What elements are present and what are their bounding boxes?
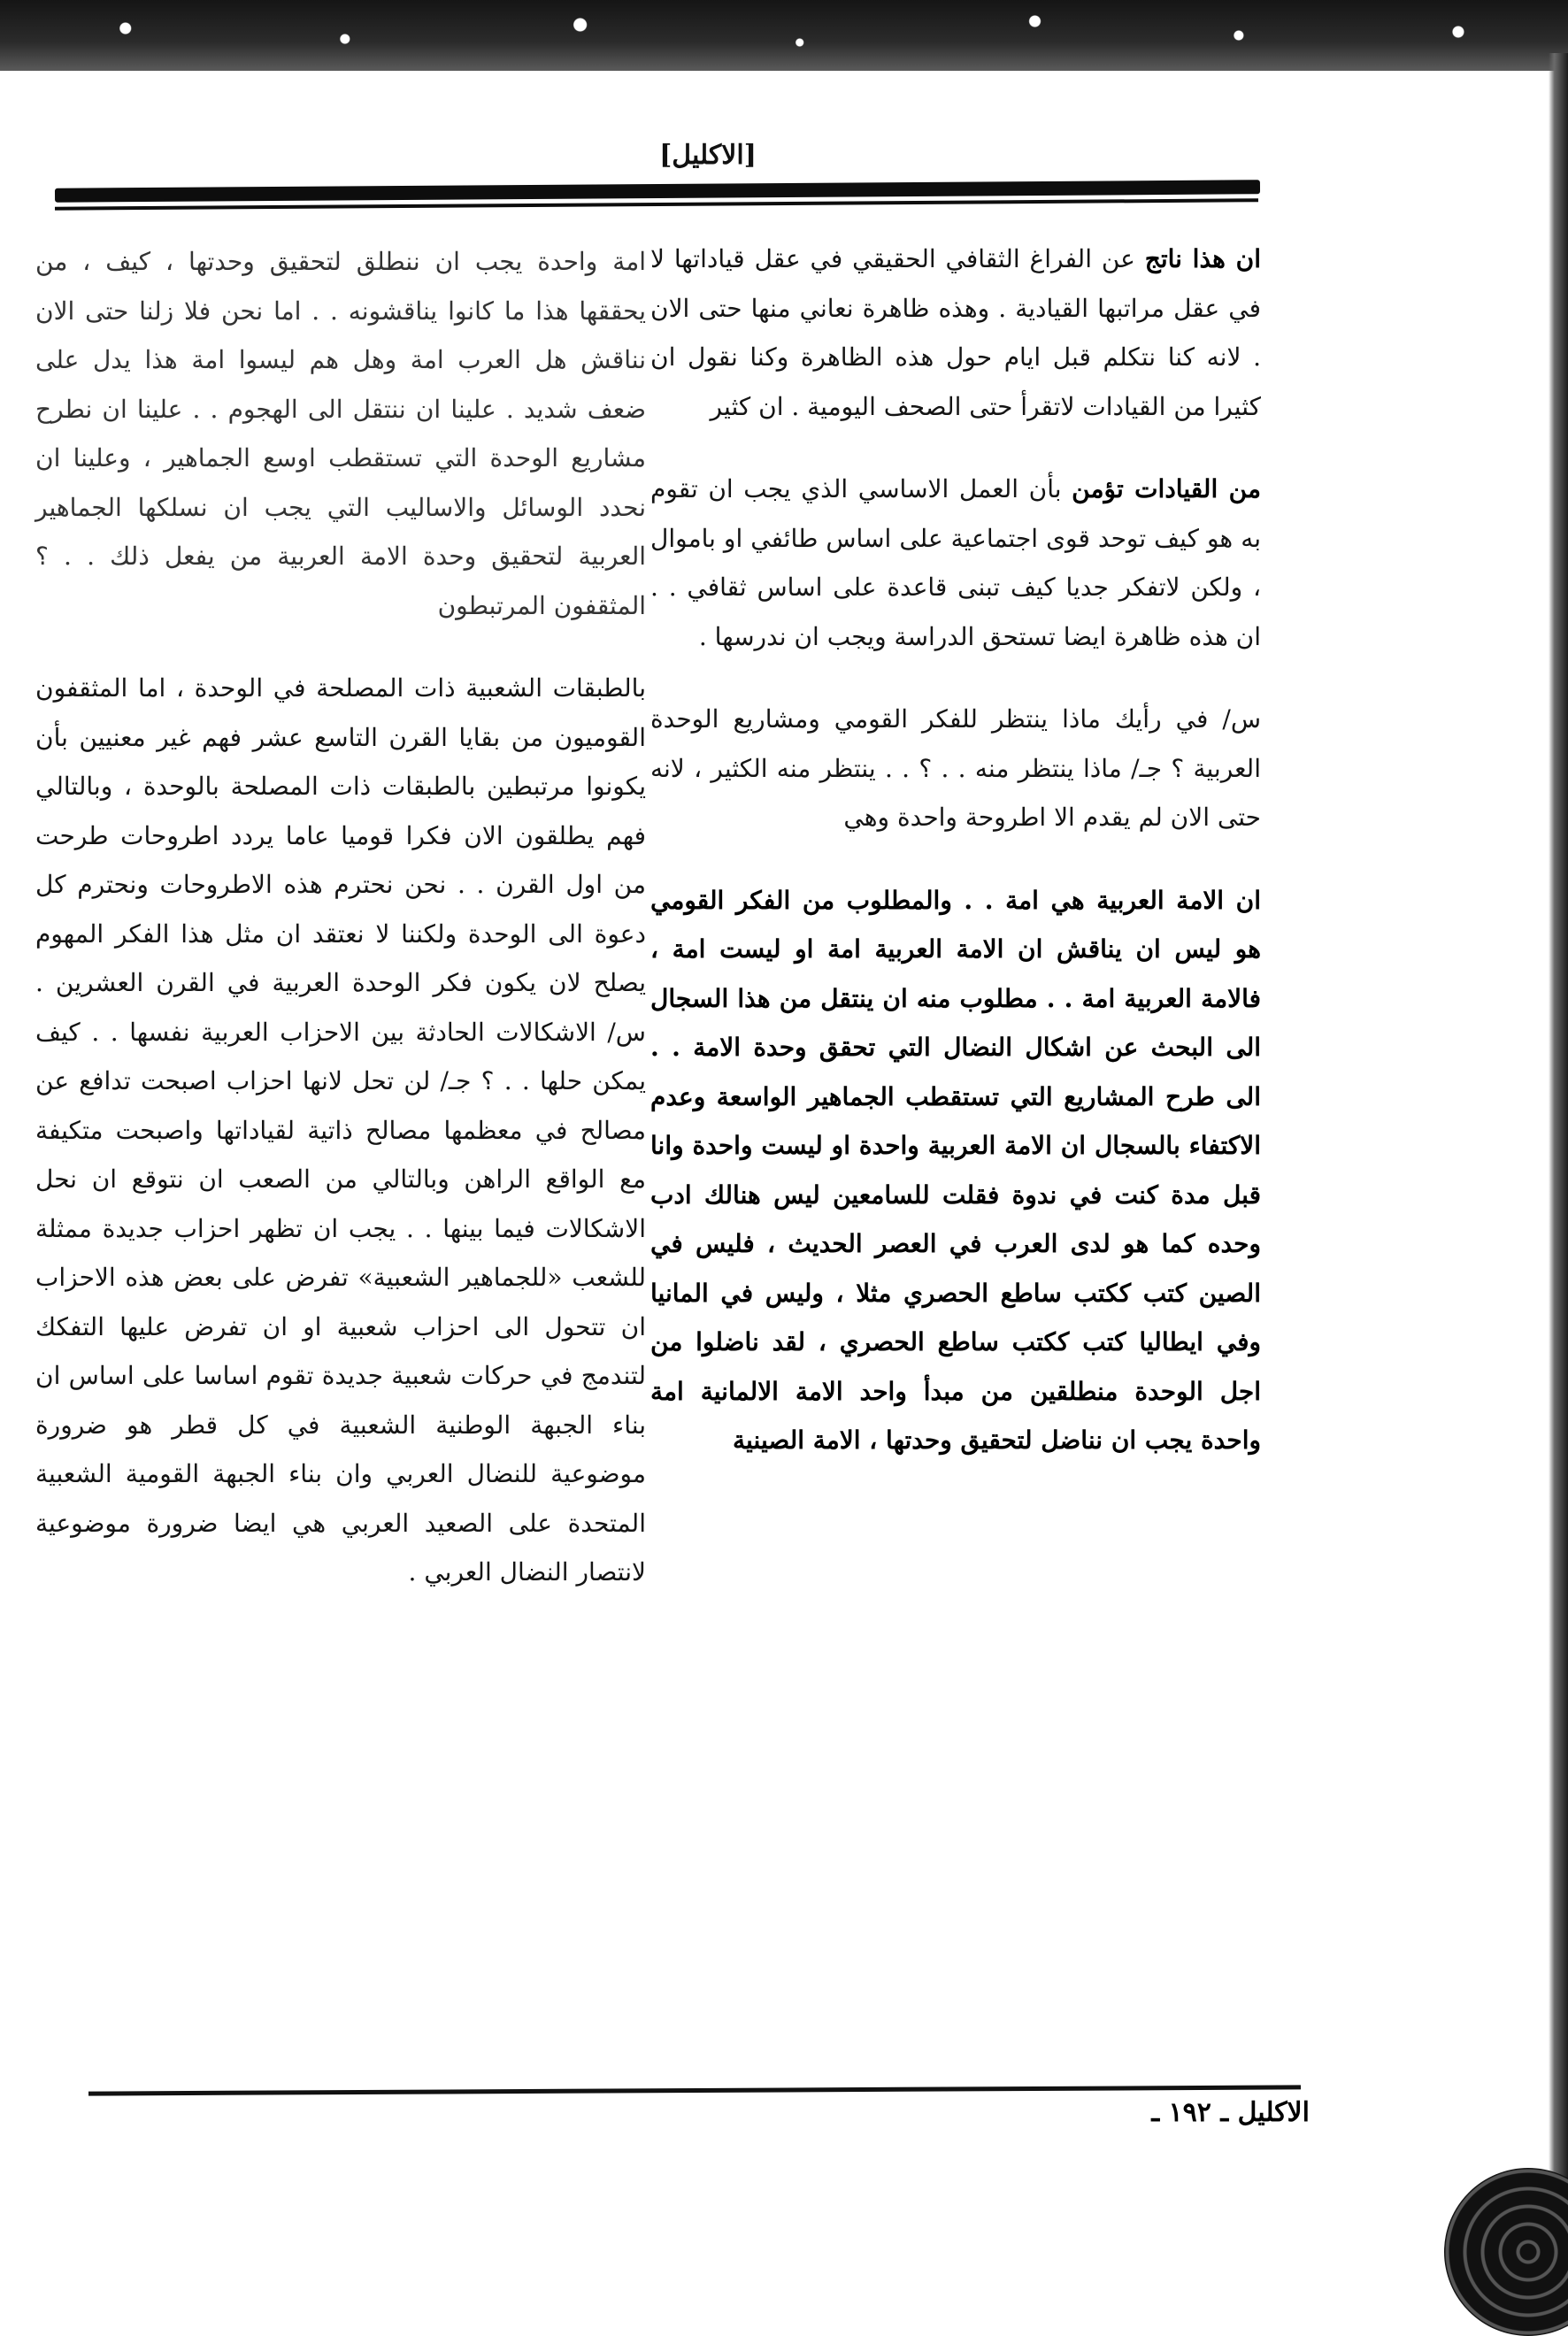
paragraph-text: ان الامة العربية هي امة . . والمطلوب من الفكر القومي هو ليس ان يناقش ان الامة العربية امة او ليست امة ، فالامة العربية امة . . مطلوب منه ان ينتقل من هذا السجال الى البحث عن اشكال النضال التي تحقق وحدة الامة . . الى طرح المشاريع التي تستقطب الجماهير الواسعة وعدم الاكتفاء بالسجال ان الامة العربية واحدة او ليست واحدة وانا قبل مدة كنت في ندوة فقلت للسامعين ليس هنالك ادب وحده كما هو لدى العرب في العصر الحديث ، فليس في الصين كتب ككتب ساطع الحصري مثلا ، وليس في المانيا وفي ايطاليا كتب ككتب ساطع الحصري ، لقد ناضلوا من اجل الوحدة منطلقين من مبدأ واحد الامة الالمانية امة واحدة يجب ان نناضل لتحقيق وحدتها ، الامة الصينية — [650, 885, 1261, 1455]
paragraph-text: عن الفراغ الثقافي الحقيقي في عقل قياداتها لا في عقل مراتبها القيادية . وهذه ظاهرة نعاني منها حتى الان . لانه كنا نتكلم قبل ايام حول هذه الظاهرة وكنا نقول ان كثيرا من القيادات لاتقرأ حتى الصحف اليومية . ان كثير — [650, 244, 1261, 421]
paragraph — [35, 237, 646, 630]
page-header-title: [الاكليل] — [659, 140, 757, 171]
paragraph-text: امة واحدة يجب ان ننطلق لتحقيق وحدتها ، كيف ، من يحققها هذا ما كانوا يناقشونه . . اما نحن فلا زلنا حتى الان نناقش هل العرب امة وهل هم ليسوا امة هذا يدل على ضعف شديد . علينا ان ننتقل الى الهجوم . . علينا ان نطرح مشاريع الوحدة التي تستقطب اوسع الجماهير ، وعلينا ان نحدد الوسائل والاساليب التي يجب ان نسلكها الجماهير العربية لتحقيق وحدة الامة العربية من يفعل ذلك . . ؟ المثقفون المرتبطون — [35, 247, 646, 620]
footer-rule — [88, 2085, 1301, 2095]
right-column — [650, 234, 1261, 1499]
scan-edge-right — [1549, 53, 1568, 2301]
paragraph-lead: ان هذا ناتج — [1144, 244, 1261, 273]
paragraph-text: بأن العمل الاساسي الذي يجب ان تقوم به هو كيف توحد قوى اجتماعية على اساس طائفي او باموال ، ولكن لاتفكر جديا كيف تبنى قاعدة على اساس ثقافي . . ان هذه ظاهرة ايضا تستحق الدراسة ويجب ان ندرسها . — [650, 474, 1261, 651]
paragraph — [35, 664, 646, 1597]
page-footer: الاكليل ـ ١٩٢ ـ — [1151, 2097, 1310, 2128]
paragraph — [650, 465, 1261, 661]
paragraph-text: بالطبقات الشعبية ذات المصلحة في الوحدة ، اما المثقفون القوميون من بقايا القرن التاسع عشر فهم غير معنيين بأن يكونوا مرتبطين بالطبقات ذات المصلحة بالوحدة ، وبالتالي فهم يطلقون الان فكرا قوميا عاما يردد اطروحات طرحت من اول القرن . . نحن نحترم هذه الاطروحات ونحترم كل دعوة الى الوحدة ولكننا لا نعتقد ان مثل هذا الفكر المهوم يصلح لان يكون فكر الوحدة العربية في القرن العشرين . س/ الاشكالات الحادثة بين الاحزاب العربية نفسها . . كيف يمكن حلها . . ؟ جـ/ لن تحل لانها احزاب اصبحت تدافع عن مصالح في معظمها مصالح ذاتية لقياداتها واصبحت متكيفة مع الواقع الراهن وبالتالي من الصعب ان نتوقع ان نحل الاشكالات فيما بينها . . يجب ان تظهر احزاب جديدة ممثلة للشعب «للجماهير الشعبية» تفرض على بعض هذه الاحزاب ان تتحول الى احزاب شعبية او ان تفرض عليها التفكك لتندمج في حركات شعبية جديدة تقوم اساسا على اساس ان بناء الجبهة الوطنية الشعبية في كل قطر هو ضرورة موضوعية للنضال العربي وان بناء الجبهة القومية الشعبية المتحدة على الصعيد العربي هي ايضا ضرورة موضوعية لانتصار النضال العربي . — [35, 673, 646, 1587]
scan-corner-shadow — [1444, 2168, 1568, 2336]
paragraph — [650, 876, 1261, 1465]
paragraph-text: س/ في رأيك ماذا ينتظر للفكر القومي ومشاريع الوحدة العربية ؟ جـ/ ماذا ينتظر منه . . ؟ . . ينتظر منه الكثير ، لانه حتى الان لم يقدم الا اطروحة واحدة وهي — [650, 704, 1261, 832]
left-column — [35, 237, 646, 1631]
paragraph — [650, 234, 1261, 431]
paragraph — [650, 695, 1261, 842]
paragraph-lead: من القيادات تؤمن — [1072, 474, 1261, 503]
scan-edge-top — [0, 0, 1568, 71]
